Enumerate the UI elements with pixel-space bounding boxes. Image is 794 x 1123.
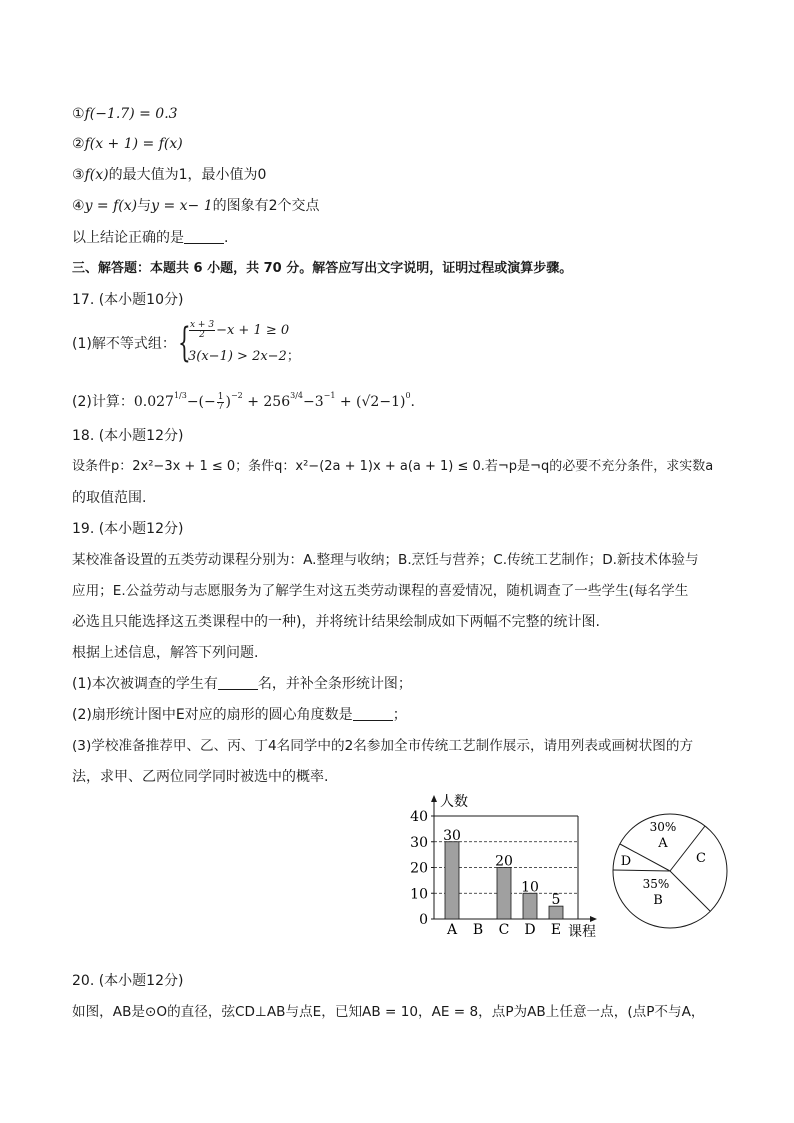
q18-line-1: 设条件p：2x²−3x + 1 ≤ 0；条件q：x²−(2a + 1)x + a(a + 1) ≤ 0.若¬p是¬q的必要不充分条件，求实数a [72, 459, 714, 474]
bar [445, 842, 459, 919]
x-tick-label: B [472, 922, 484, 938]
pie-divider [613, 870, 670, 871]
bar-chart [400, 792, 605, 942]
statement-1: ①f(−1.7) = 0.3 [72, 106, 178, 122]
x-axis-arrow [590, 916, 597, 922]
q18-line-2: 的取值范围. [72, 490, 147, 506]
bar [523, 893, 537, 919]
statement-4: ④y = f(x)与y = x− 1的图象有2个交点 [72, 198, 320, 214]
q20-header: 20. (本小题12分) [72, 973, 184, 989]
bar [497, 868, 511, 920]
pie-divider [670, 871, 710, 911]
pie-label-a: A [658, 836, 668, 851]
x-tick-label: E [550, 922, 562, 938]
bar-value-label: 20 [495, 853, 513, 870]
pie-percent-b: 35% [642, 877, 670, 891]
answer-blank [353, 706, 393, 721]
q19-para-1: 某校准备设置的五类劳动课程分别为：A.整理与收纳；B.烹饪与营养；C.传统工艺制作；D.新技术体验与 [72, 552, 699, 568]
q19-para-3: 必选且只能选择这五类课程中的一种)，并将统计结果绘制成如下两幅不完整的统计图. [72, 614, 600, 630]
statement-2: ②f(x + 1) = f(x) [72, 136, 183, 152]
y-tick-label: 10 [410, 886, 428, 903]
q19-sub-2: (2)扇形统计图中E对应的扇形的圆心角度数是 ； [72, 707, 407, 723]
q17-part2: (2)计算：$0.027^{1/3}-(-$ $\frac{1}{7}$ )$^{-2} + 256^{3/4}-3^{-1} + (√2-1)^0$. [72, 391, 415, 412]
pie-label-c: C [696, 851, 706, 866]
x-axis-title: 课程 [568, 924, 596, 940]
y-axis-arrow [431, 795, 437, 802]
y-tick-label: 20 [410, 860, 428, 877]
y-axis-title: 人数 [440, 794, 468, 810]
x-tick-label: D [524, 922, 536, 938]
statement-3: ③f(x)的最大值为1，最小值为0 [72, 167, 267, 183]
system-row-2: 3(x−1) > 2x−2； [188, 349, 300, 364]
left-brace: { [178, 320, 191, 366]
y-tick-label: 30 [410, 834, 428, 851]
q19-header: 19. (本小题12分) [72, 521, 184, 537]
q17-header: 17. (本小题10分) [72, 292, 184, 308]
q20-line-1: 如图，AB是⊙O的直径，弦CD⊥AB与点E，已知AB = 10，AE = 8，点P为AB上任意一点，(点P不与A， [72, 1004, 705, 1020]
q19-sub-3-line-1: (3)学校准备推荐甲、乙、丙、丁4名同学中的2名参加全市传统工艺制作展示，请用列表或画树状图的方 [72, 738, 694, 754]
pie-label-d: D [620, 854, 632, 869]
q19-para-2: 应用；E.公益劳动与志愿服务为了解学生对这五类劳动课程的喜爱情况，随机调查了一些学生(每名学生 [72, 583, 689, 599]
q19-intro: 根据上述信息，解答下列问题. [72, 645, 259, 661]
bar-value-label: 5 [551, 892, 561, 909]
q19-sub-3-line-2: 法，求甲、乙两位同学同时被选中的概率. [72, 769, 329, 785]
system-row-1: $\frac{x + 3}{2}$ −x + 1 ≥ 0 [190, 320, 290, 340]
answer-blank [184, 229, 224, 244]
section-heading: 三、解答题：本题共 6 小题，共 70 分。解答应写出文字说明，证明过程或演算步骤。 [72, 261, 573, 276]
q17-part1-label: (1)解不等式组： [72, 336, 176, 352]
pie-chart [606, 807, 736, 937]
bar-value-label: 30 [443, 827, 461, 844]
y-tick-label: 40 [410, 809, 428, 825]
q18-header: 18. (本小题12分) [72, 428, 184, 444]
pie-label-b: B [653, 893, 663, 908]
bar-value-label: 10 [521, 879, 539, 896]
conclusion-prompt: 以上结论正确的是 . [72, 230, 229, 246]
pie-percent-a: 30% [649, 820, 677, 834]
x-tick-label: C [498, 922, 510, 938]
y-tick-label: 0 [419, 912, 428, 928]
q19-sub-1: (1)本次被调查的学生有 名，并补全条形统计图； [72, 676, 412, 692]
x-tick-label: A [446, 922, 458, 938]
answer-blank [218, 675, 258, 690]
